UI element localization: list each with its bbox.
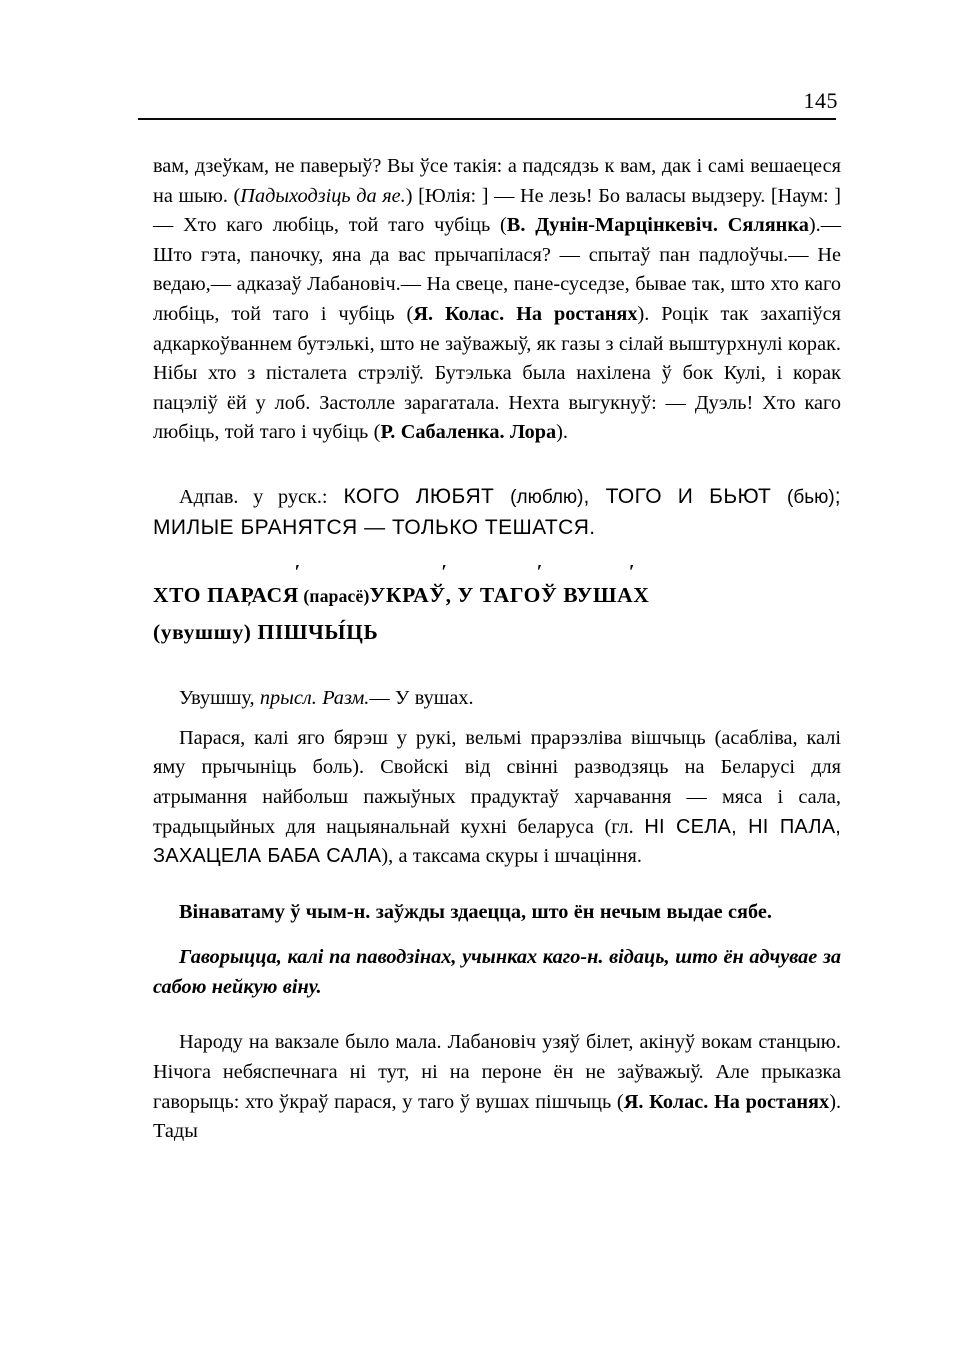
citation-run-2: ) [Юлія: ] — Не лезь! Бо валасы выдзеру. [Наум: ] — Хто каго любіць, той таго чубіць ( <box>153 184 841 237</box>
entry-headword <box>153 577 841 650</box>
proverb-part-1: (люблю) <box>510 486 584 508</box>
commentary-paragraph <box>153 724 841 872</box>
spacer-after-headword <box>153 650 841 684</box>
example-paragraph <box>153 1028 841 1146</box>
example-run-2: ). Тады <box>153 1090 842 1143</box>
proverb-part-3: (бью) <box>787 486 835 508</box>
headword-variant-uvushshu: (увушшу) ′ <box>153 614 252 650</box>
headword-segment-ukrau: УКРАЎ ′ <box>370 577 446 613</box>
citation-run-0: вам, дзеўкам, не паверыў? Вы ўсе такія: а падсядзь к вам, дак і самі вешаецеся на шыю. ( <box>153 155 841 207</box>
headword-line-1 <box>153 577 841 614</box>
spacer-before-definition <box>153 872 841 898</box>
example-run-0: Народу на вакзале было мала. Лабановіч узяў білет, акінуў вокам станцыю. Нічога небяспечнага ні тут, ні на пероне ён не заўважыў. Але прыказка гаворыць: хто ўкраў парася, у таго ў вушах пішчыць ( <box>153 1031 841 1113</box>
russian-equivalent-paragraph <box>153 482 841 543</box>
entry-usage-gloss: Гаворыцца, калі па паводзінах, учынках каго-н. відаць, што ён адчувае за сабою нейкую віну. <box>153 946 841 998</box>
headword-segment-h: Х <box>633 583 650 608</box>
spacer-before-gloss <box>153 927 841 943</box>
subentry-line <box>153 684 841 714</box>
subentry-gloss: — У вушах. <box>369 687 474 710</box>
source-attribution-dunin: В. Дунін-Марцінкевіч. Сялянка <box>506 214 809 237</box>
example-source-attribution: Я. Колас. На ростанях <box>623 1090 830 1113</box>
entry-definition: Вінаватаму ў чым-н. заўжды здаецца, што ён нечым выдае сябе. <box>179 900 772 923</box>
headword-variant-parasio: (парасё) <box>298 586 370 607</box>
citation-run-8: ). <box>556 421 568 444</box>
cross-reference-nisela: НІ СЕЛА, НІ ПАЛА, ЗАХАЦЕЛА БАБА САЛА <box>153 815 841 868</box>
proverb-part-0: КОГО ЛЮБЯТ <box>343 484 511 508</box>
proverb-part-4: ; МИЛЫЕ БРАНЯТСЯ — ТОЛЬКО ТЕШАТСЯ. <box>153 484 841 539</box>
spacer-before-headword <box>153 543 841 577</box>
source-attribution-sabalenka: Р. Сабаленка. Лора <box>380 421 557 444</box>
subentry-grammar-label: прысл. Разм. <box>259 687 370 710</box>
header-rule <box>138 118 836 120</box>
citation-run-6: ). Роцік так захапіўся адкаркоўваннем бутэлькі, што не заўважыў, як газы з сілай выштурхнулі корак. Нібы хто з пісталета стрэліў. Бутэлька была нахілена ў бок Кулі, і корак пацэліў ёй у лоб. Застолле зарагатала. Нехта выгукнуў: — Дуэль! Хто каго любіць, той таго і чубіць ( <box>153 302 841 444</box>
headword-segment-vushah: Ў ВУША ′ <box>541 577 633 613</box>
subentry-word: Увушшу, <box>179 687 255 710</box>
citation-stage-direction: Падыходзіць да яе. <box>240 184 406 207</box>
headword-segment-taho: , У ТАГО ′ <box>446 577 541 613</box>
text-column <box>153 152 841 1147</box>
commentary-run-0: Парася, калі яго бярэш у рукі, вельмі прарэзліва вішчыць (асабліва, калі яму прычыніць боль). Свойскі від свінні разводзяць на Беларусі для атрымання найбольш пажыўных прадуктаў харчавання — мяса і сала, традыцыйных для нацыянальнай кухні беларуса (гл. <box>153 726 841 838</box>
page-header <box>138 88 838 120</box>
spacer-before-example <box>153 1002 841 1028</box>
headword-segment-pishchyts: ПІШЧЫ́ЦЬ <box>251 620 379 645</box>
headword-line-2 <box>153 614 841 650</box>
source-attribution-kolas: Я. Колас. На ростанях <box>413 302 638 325</box>
spacer-before-commentary <box>153 714 841 724</box>
proverb-part-2: , ТОГО И БЬЮТ <box>583 484 788 508</box>
headword-segment-parasia: ХТО ПАРАСЯ ′ <box>153 577 299 613</box>
russian-equivalent-label: Адпав. у руск.: <box>179 485 328 508</box>
commentary-run-2: ), а таксама скуры і шчаціння. <box>381 845 642 868</box>
page-number: 145 <box>803 88 838 113</box>
citation-run-4: ).— Што гэта, паночку, яна да вас прычапілася? — спытаў пан падлоўчы.— Не ведаю,— адказаў Лабановіч.— На свеце, пане-суседзе, бывае так, што хто каго любіць, той таго і чубіць ( <box>153 214 842 325</box>
citation-paragraph <box>153 152 841 448</box>
spacer-after-citation <box>153 448 841 482</box>
